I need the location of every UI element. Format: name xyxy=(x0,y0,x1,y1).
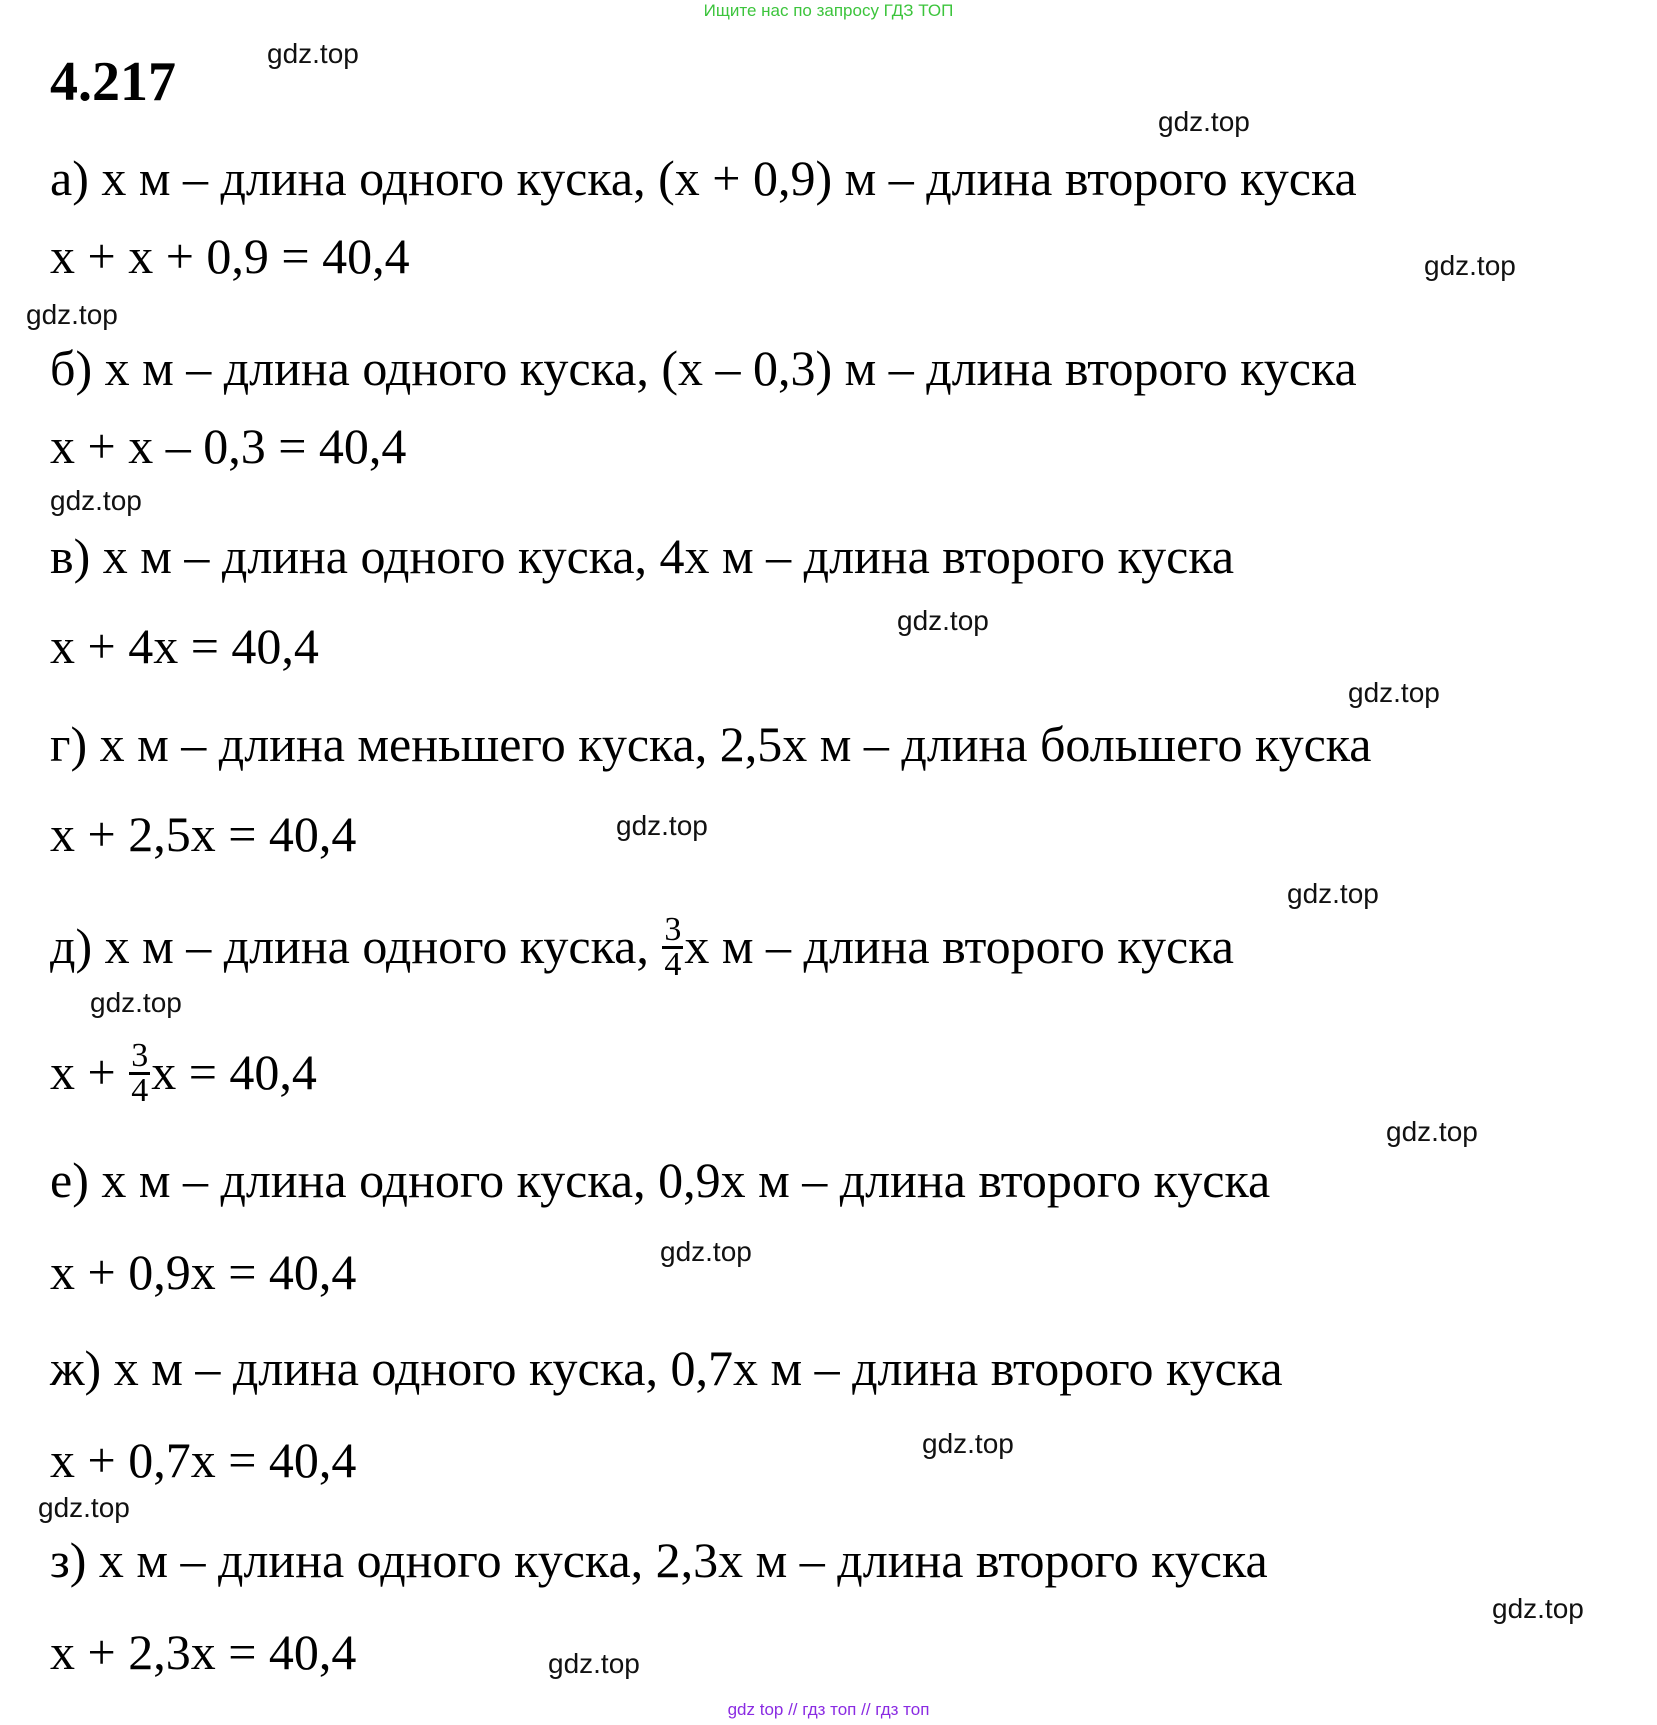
fraction xyxy=(662,911,683,984)
watermark: gdz.top xyxy=(1348,677,1440,708)
watermark: gdz.top xyxy=(616,810,708,841)
watermark: gdz.top xyxy=(548,1648,640,1679)
line-v-text: в) х м – длина одного куска, 4х м – длина второго куска xyxy=(50,528,1235,584)
fraction-numerator: 3 xyxy=(664,911,682,949)
footer: gdz top // гдз топ // гдз топ xyxy=(727,1700,930,1719)
watermark: gdz.top xyxy=(922,1428,1014,1459)
line-z-text: з) х м – длина одного куска, 2,3х м – длина второго куска xyxy=(50,1532,1268,1588)
watermark: gdz.top xyxy=(660,1236,752,1267)
watermark: gdz.top xyxy=(1287,878,1379,909)
watermark: gdz.top xyxy=(897,605,989,636)
line-g-text: г) х м – длина меньшего куска, 2,5х м – длина большего куска xyxy=(50,716,1372,772)
line-zh-text: ж) х м – длина одного куска, 0,7х м – длина второго куска xyxy=(50,1340,1283,1396)
top-banner: Ищите нас по запросу ГДЗ ТОП xyxy=(703,1,954,20)
line-d-text xyxy=(50,911,1234,985)
line-e-text: е) х м – длина одного куска, 0,9х м – длина второго куска xyxy=(50,1152,1271,1208)
fraction-denominator: 4 xyxy=(131,1072,149,1110)
line-d-eq-after: х = 40,4 xyxy=(151,1044,317,1100)
line-zh-equation: х + 0,7х = 40,4 xyxy=(50,1432,357,1488)
line-b-text: б) х м – длина одного куска, (х – 0,3) м – длина второго куска xyxy=(50,340,1357,396)
line-d-equation xyxy=(50,1037,317,1111)
fraction-denominator: 4 xyxy=(664,946,682,984)
watermark: gdz.top xyxy=(1424,250,1516,281)
watermark: gdz.top xyxy=(26,299,118,330)
watermark: gdz.top xyxy=(1158,106,1250,137)
watermark: gdz.top xyxy=(90,987,182,1018)
line-d-eq-before: х + xyxy=(50,1044,129,1100)
watermark: gdz.top xyxy=(1492,1593,1584,1624)
watermark: gdz.top xyxy=(267,38,359,69)
line-d-after: х м – длина второго куска xyxy=(684,918,1234,974)
problem-number: 4.217 xyxy=(50,51,176,113)
watermark: gdz.top xyxy=(38,1492,130,1523)
fraction-numerator: 3 xyxy=(131,1037,149,1075)
watermark: gdz.top xyxy=(1386,1116,1478,1147)
line-d-before: д) х м – длина одного куска, xyxy=(50,918,662,974)
line-v-equation: х + 4х = 40,4 xyxy=(50,618,319,674)
line-a-text: а) х м – длина одного куска, (х + 0,9) м – длина второго куска xyxy=(50,150,1357,206)
line-z-equation: х + 2,3х = 40,4 xyxy=(50,1624,357,1680)
line-b-equation: х + х – 0,3 = 40,4 xyxy=(50,418,407,474)
line-a-equation: х + х + 0,9 = 40,4 xyxy=(50,228,410,284)
line-e-equation: х + 0,9х = 40,4 xyxy=(50,1244,357,1300)
fraction xyxy=(129,1037,150,1110)
watermark: gdz.top xyxy=(50,485,142,516)
line-g-equation: х + 2,5х = 40,4 xyxy=(50,806,357,862)
